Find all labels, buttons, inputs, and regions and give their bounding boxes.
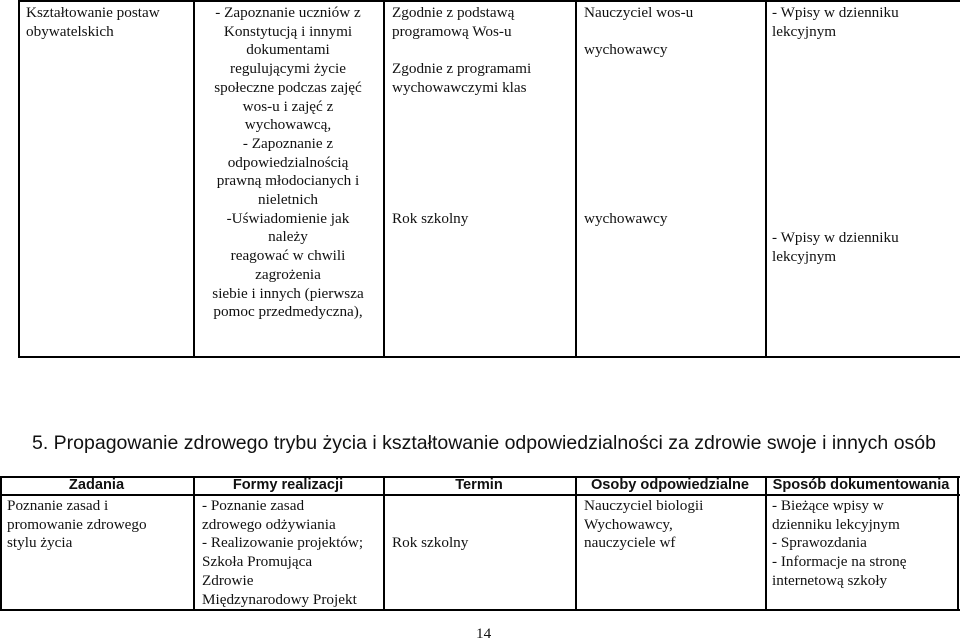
top-table-divider-3 bbox=[575, 0, 577, 358]
row-formy: - Poznanie zasad zdrowego odżywiania - Realizowanie projektów; Szkoła Promująca Zdrowie Międzynarodowy Projekt bbox=[202, 497, 364, 608]
top-table-divider-1 bbox=[193, 0, 195, 358]
top-cell-person-b: wychowawcy bbox=[584, 41, 668, 58]
bottom-table-border-right bbox=[957, 476, 959, 611]
top-cell-forms-b: Zgodnie z programami wychowawczymi klas bbox=[392, 60, 532, 96]
top-cell-person-a: Nauczyciel wos-u bbox=[584, 4, 694, 21]
bottom-table-border-left bbox=[0, 476, 2, 611]
top-cell-forms-a: Zgodnie z podstawą programową Wos-u bbox=[392, 4, 515, 40]
top-table-divider-4 bbox=[765, 0, 767, 358]
top-table-divider-2 bbox=[383, 0, 385, 358]
header-zadania: Zadania bbox=[68, 477, 125, 493]
header-termin: Termin bbox=[455, 477, 503, 493]
row-termin: Rok szkolny bbox=[392, 534, 469, 551]
top-cell-term: Rok szkolny bbox=[392, 210, 469, 227]
bottom-table-divider-4 bbox=[765, 476, 767, 611]
top-table-border-bottom bbox=[18, 356, 960, 358]
top-cell-area: Kształtowanie postaw obywatelskich bbox=[26, 4, 160, 40]
top-table-border-left bbox=[18, 0, 20, 358]
row-osoby: Nauczyciel biologii Wychowawcy, nauczyciele wf bbox=[584, 497, 704, 552]
header-osoby: Osoby odpowiedzialne bbox=[590, 477, 750, 493]
header-sposob: Sposób dokumentowania bbox=[772, 477, 950, 493]
bottom-table-header-divider bbox=[0, 494, 960, 496]
bottom-table-border-bottom bbox=[0, 609, 960, 611]
top-cell-doc-b: - Wpisy w dzienniku lekcyjnym bbox=[772, 229, 899, 265]
row-zadania: Poznanie zasad i promowanie zdrowego stylu życia bbox=[7, 497, 147, 552]
header-formy: Formy realizacji bbox=[232, 477, 344, 493]
top-cell-person-c: wychowawcy bbox=[584, 210, 668, 227]
page-number: 14 bbox=[476, 625, 492, 642]
bottom-table-divider-3 bbox=[575, 476, 577, 611]
row-sposob: - Bieżące wpisy w dzienniku lekcyjnym - Sprawozdania - Informacje na stronę internetową szkoły bbox=[772, 497, 907, 589]
top-table-border-top bbox=[18, 0, 960, 2]
top-cell-tasks: - Zapoznanie uczniów z Konstytucją i innymi dokumentami regulującymi życie społeczne podczas zajęć wos-u i zajęć z wychowawcą, - Zapoznanie z odpowiedzialnością prawną młodocianych i nieletnich -Uświadomienie jak należy reagować w chwili zagrożenia siebie i innych (pierwsza pomoc przedmedyczna), bbox=[212, 4, 364, 321]
bottom-table-divider-2 bbox=[383, 476, 385, 611]
top-cell-doc-a: - Wpisy w dzienniku lekcyjnym bbox=[772, 4, 899, 40]
bottom-table-divider-1 bbox=[193, 476, 195, 611]
section-title: 5. Propagowanie zdrowego trybu życia i kształtowanie odpowiedzialności za zdrowie swoje i innych osób bbox=[32, 432, 936, 454]
